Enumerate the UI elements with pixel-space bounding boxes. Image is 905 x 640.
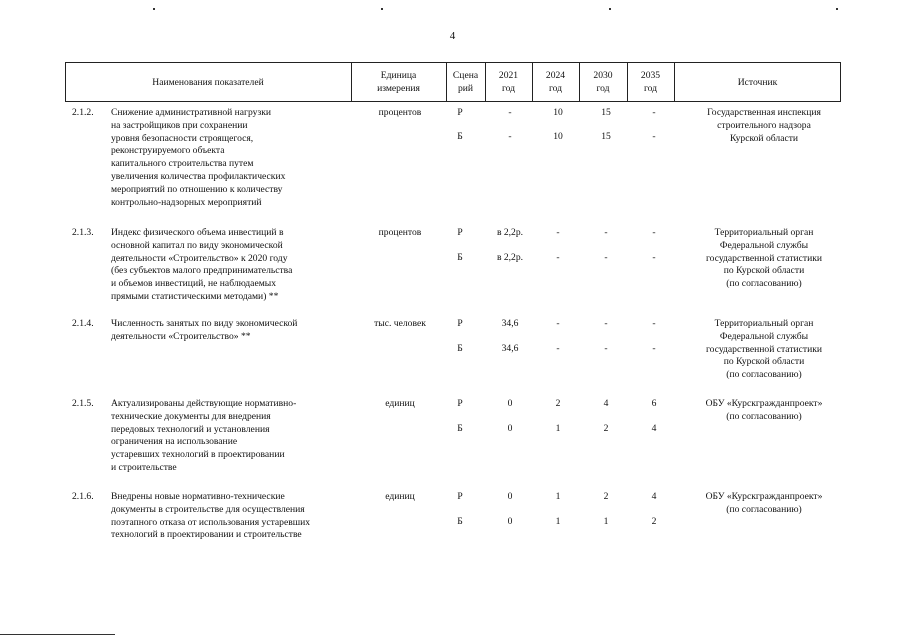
row-unit: процентов	[378, 107, 422, 118]
value-2030-b: -	[604, 252, 608, 263]
row-unit: единиц	[385, 398, 415, 409]
value-2035-b: -	[652, 252, 656, 263]
value-2030-r: -	[604, 227, 608, 238]
value-2021-r: -	[508, 107, 512, 118]
scan-mark	[609, 8, 611, 10]
value-2030-b: 15	[601, 131, 611, 142]
value-2024-b: 1	[555, 516, 561, 527]
row-unit: единиц	[385, 491, 415, 502]
value-2021-r: 0	[507, 398, 513, 409]
value-2024-r: 2	[555, 398, 561, 409]
scan-mark	[836, 8, 838, 10]
row-name: Снижение административной нагрузки на застройщиков при сохранении уровня безопасности строящегося, реконструируемого объекта капитального строительства путем увеличения количества профилактических мероприятий по отношению к количеству контрольно-надзорных мероприятий	[111, 107, 286, 208]
row-number: 2.1.6.	[72, 491, 94, 502]
value-2021-r: 0	[507, 491, 513, 502]
row-name: Индекс физического объема инвестиций в основной капитал по виду экономической деятельности «Строительство» к 2020 году (без субъектов малого предпринимательства и объемов инвестиций, не наблюдаемых прямыми статистическими методами) **	[111, 227, 293, 302]
col-header-2021: 2021 год	[498, 70, 519, 94]
value-2021-b: в 2,2р.	[496, 252, 524, 263]
table-header	[65, 62, 841, 102]
row-source: ОБУ «Курскгражданпроект» (по согласованию)	[705, 398, 823, 422]
value-2024-b: -	[556, 252, 560, 263]
value-2030-b: -	[604, 343, 608, 354]
value-2024-b: 1	[555, 423, 561, 434]
row-scenario-b: Б	[457, 423, 463, 434]
value-2024-r: -	[556, 318, 560, 329]
value-2035-r: 4	[651, 491, 657, 502]
row-name: Актуализированы действующие нормативно- технические документы для внедрения передовых технологий и установления ограничения на использование устаревших технологий в проектировании и строительстве	[111, 398, 297, 473]
row-scenario-b: Б	[457, 131, 463, 142]
value-2021-b: 0	[507, 423, 513, 434]
row-unit: тыс. человек	[374, 318, 426, 329]
page-number: 4	[449, 30, 456, 42]
row-number: 2.1.5.	[72, 398, 94, 409]
col-header-2030: 2030 год	[593, 70, 613, 94]
value-2030-r: 4	[603, 398, 609, 409]
value-2035-b: 2	[651, 516, 657, 527]
value-2024-r: 10	[553, 107, 563, 118]
row-scenario-r: Р	[457, 227, 463, 238]
row-source: Территориальный орган Федеральной службы государственной статистики по Курской области (по согласованию)	[705, 318, 823, 381]
col-header-name: Наименования показателей	[152, 76, 264, 88]
row-number: 2.1.4.	[72, 318, 94, 329]
value-2035-b: -	[652, 343, 656, 354]
value-2021-b: 0	[507, 516, 513, 527]
value-2035-r: -	[652, 227, 656, 238]
row-scenario-b: Б	[457, 252, 463, 263]
value-2021-r: 34,6	[501, 318, 519, 329]
row-scenario-b: Б	[457, 516, 463, 527]
value-2030-r: -	[604, 318, 608, 329]
value-2024-b: -	[556, 343, 560, 354]
row-unit: процентов	[378, 227, 422, 238]
row-scenario-r: Р	[457, 491, 463, 502]
row-scenario-r: Р	[457, 107, 463, 118]
row-number: 2.1.2.	[72, 107, 94, 118]
row-scenario-r: Р	[457, 398, 463, 409]
value-2024-r: 1	[555, 491, 561, 502]
value-2030-r: 15	[601, 107, 611, 118]
table-left-border	[65, 63, 66, 101]
row-scenario-r: Р	[457, 318, 463, 329]
scan-mark	[381, 8, 383, 10]
value-2035-r: -	[652, 318, 656, 329]
col-header-2035: 2035 год	[640, 70, 661, 94]
value-2035-r: 6	[651, 398, 657, 409]
row-name: Внедрены новые нормативно-технические документы в строительстве для осуществления поэтапного отказа от использования устаревших технологий в проектировании и строительстве	[111, 491, 311, 541]
footnote-rule	[0, 634, 115, 635]
scan-mark	[153, 8, 155, 10]
value-2021-b: -	[508, 131, 512, 142]
value-2021-r: в 2,2р.	[496, 227, 524, 238]
table-right-border	[840, 63, 841, 101]
value-2021-b: 34,6	[501, 343, 519, 354]
value-2035-r: -	[652, 107, 656, 118]
row-source: Государственная инспекция строительного надзора Курской области	[707, 107, 821, 144]
value-2030-b: 1	[603, 516, 609, 527]
row-name: Численность занятых по виду экономической деятельности «Строительство» **	[111, 318, 298, 342]
col-header-2024: 2024 год	[545, 70, 566, 94]
row-scenario-b: Б	[457, 343, 463, 354]
value-2035-b: 4	[651, 423, 657, 434]
value-2035-b: -	[652, 131, 656, 142]
value-2030-r: 2	[603, 491, 609, 502]
col-header-scenario: Сцена рий	[452, 70, 479, 94]
value-2024-r: -	[556, 227, 560, 238]
col-header-unit: Единица измерения	[377, 70, 420, 94]
row-source: Территориальный орган Федеральной службы государственной статистики по Курской области (по согласованию)	[705, 227, 823, 290]
row-source: ОБУ «Курскгражданпроект» (по согласованию)	[705, 491, 823, 515]
col-header-source: Источник	[737, 76, 778, 88]
value-2024-b: 10	[553, 131, 563, 142]
value-2030-b: 2	[603, 423, 609, 434]
row-number: 2.1.3.	[72, 227, 94, 238]
